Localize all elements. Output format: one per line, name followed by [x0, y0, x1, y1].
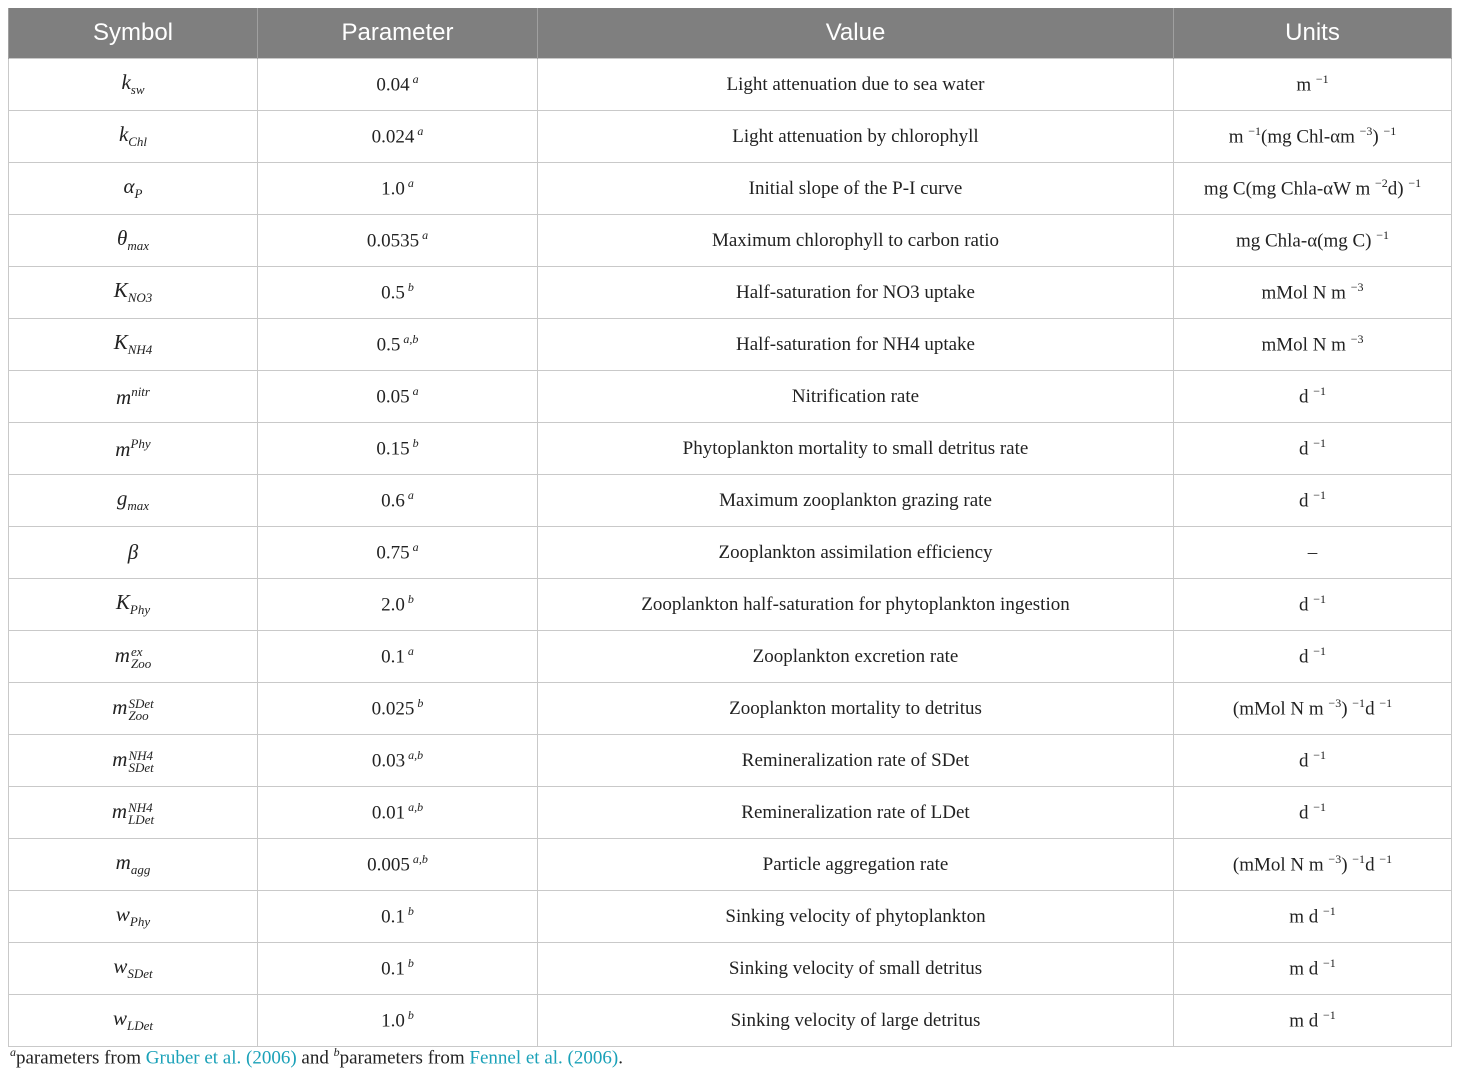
table-row — [9, 423, 1452, 475]
table-row — [9, 839, 1452, 891]
parameter-cell: 0.025 $^b$ — [258, 683, 538, 735]
units-cell: m d $^{-1}$ — [1174, 943, 1452, 995]
units-cell: d $^{-1}$ — [1174, 371, 1452, 423]
symbol-cell: m NH4 LDet — [9, 787, 258, 839]
description-cell: Zooplankton assimilation efficiency — [538, 527, 1174, 579]
symbol-cell: $K_{NO3}$ — [9, 267, 258, 319]
table-row — [9, 475, 1452, 527]
header-parameter: Parameter — [258, 8, 538, 59]
description-cell: Sinking velocity of phytoplankton — [538, 891, 1174, 943]
symbol-cell: $w_{LDet}$ — [9, 995, 258, 1047]
table-row — [9, 163, 1452, 215]
units-cell: d $^{-1}$ — [1174, 423, 1452, 475]
reference-link-fennel[interactable]: Fennel et al. (2006) — [469, 1047, 619, 1069]
parameter-cell: 0.03 $^{a,b}$ — [258, 735, 538, 787]
symbol-cell: m SDet Zoo — [9, 683, 258, 735]
parameter-cell: 0.04 $^a$ — [258, 59, 538, 111]
symbol-cell: $g_{max}$ — [9, 475, 258, 527]
description-cell: Zooplankton half-saturation for phytoplankton ingestion — [538, 579, 1174, 631]
description-cell: Sinking velocity of large detritus — [538, 995, 1174, 1047]
parameter-cell: 0.005 $^{a,b}$ — [258, 839, 538, 891]
symbol-cell: $k_{sw}$ — [9, 59, 258, 111]
description-cell: Light attenuation due to sea water — [538, 59, 1174, 111]
symbol-cell: $w_{Phy}$ — [9, 891, 258, 943]
parameter-cell: 0.01 $^{a,b}$ — [258, 787, 538, 839]
units-cell: mg Chla-α(mg C) $^{-1}$ — [1174, 215, 1452, 267]
footnote-connector: and — [296, 1047, 334, 1069]
parameter-cell: 0.0535 $^a$ — [258, 215, 538, 267]
symbol-cell: $k_{Chl}$ — [9, 111, 258, 163]
header-symbol: Symbol — [9, 8, 258, 59]
header-units: Units — [1174, 8, 1452, 59]
symbol-cell: $m^{nitr}$ — [9, 371, 258, 423]
description-cell: Initial slope of the P-I curve — [538, 163, 1174, 215]
table-row — [9, 579, 1452, 631]
symbol-cell: $w_{SDet}$ — [9, 943, 258, 995]
footnote-text-b: parameters from — [339, 1047, 470, 1069]
symbol-cell: m NH4 SDet — [9, 735, 258, 787]
header-value: Value — [538, 8, 1174, 59]
units-cell: mMol N m $^{-3}$ — [1174, 267, 1452, 319]
parameter-table — [8, 8, 1452, 1047]
symbol-cell: β — [9, 527, 258, 579]
description-cell: Zooplankton excretion rate — [538, 631, 1174, 683]
units-cell: d $^{-1}$ — [1174, 475, 1452, 527]
units-cell: m $^{-1}$(mg Chl-αm $^{-3}$) $^{-1}$ — [1174, 111, 1452, 163]
parameter-cell: 0.5 $^b$ — [258, 267, 538, 319]
units-cell: m $^{-1}$ — [1174, 59, 1452, 111]
table-row — [9, 111, 1452, 163]
description-cell: Phytoplankton mortality to small detritus rate — [538, 423, 1174, 475]
footnote-end: . — [618, 1047, 623, 1069]
description-cell: Nitrification rate — [538, 371, 1174, 423]
table-row — [9, 319, 1452, 371]
footnote-mark-a: a — [10, 1045, 16, 1059]
units-cell: (mMol N m $^{-3}$) $^{-1}$d $^{-1}$ — [1174, 683, 1452, 735]
parameter-cell: 0.024 $^a$ — [258, 111, 538, 163]
description-cell: Zooplankton mortality to detritus — [538, 683, 1174, 735]
description-cell: Half-saturation for NO3 uptake — [538, 267, 1174, 319]
table-row — [9, 943, 1452, 995]
parameter-cell: 2.0 $^b$ — [258, 579, 538, 631]
parameter-cell: 0.05 $^a$ — [258, 371, 538, 423]
footnote-mark-b: b — [333, 1045, 340, 1059]
symbol-cell: $K_{Phy}$ — [9, 579, 258, 631]
table-row — [9, 267, 1452, 319]
table-row — [9, 215, 1452, 267]
table-row — [9, 371, 1452, 423]
parameter-cell: 0.75 $^a$ — [258, 527, 538, 579]
symbol-cell: $m_{agg}$ — [9, 839, 258, 891]
units-cell: d $^{-1}$ — [1174, 787, 1452, 839]
units-cell: d $^{-1}$ — [1174, 631, 1452, 683]
table-row — [9, 995, 1452, 1047]
header-row — [9, 8, 1452, 59]
units-cell: (mMol N m $^{-3}$) $^{-1}$d $^{-1}$ — [1174, 839, 1452, 891]
table-row — [9, 683, 1452, 735]
symbol-cell: m ex Zoo — [9, 631, 258, 683]
symbol-cell: $\theta_{max}$ — [9, 215, 258, 267]
parameter-cell: 1.0 $^b$ — [258, 995, 538, 1047]
description-cell: Maximum chlorophyll to carbon ratio — [538, 215, 1174, 267]
units-cell: m d $^{-1}$ — [1174, 891, 1452, 943]
table-row — [9, 735, 1452, 787]
parameter-table-container — [8, 8, 1451, 1047]
symbol-cell: $K_{NH4}$ — [9, 319, 258, 371]
table-footnote — [10, 1045, 623, 1069]
description-cell: Light attenuation by chlorophyll — [538, 111, 1174, 163]
units-cell: m d $^{-1}$ — [1174, 995, 1452, 1047]
symbol-cell: $m^{Phy}$ — [9, 423, 258, 475]
table-row — [9, 787, 1452, 839]
description-cell: Remineralization rate of LDet — [538, 787, 1174, 839]
units-cell: mg C(mg Chla-αW m $^{-2}$d) $^{-1}$ — [1174, 163, 1452, 215]
table-row — [9, 891, 1452, 943]
table-row — [9, 59, 1452, 111]
symbol-cell: $\alpha_P$ — [9, 163, 258, 215]
parameter-cell: 0.1 $^b$ — [258, 891, 538, 943]
description-cell: Sinking velocity of small detritus — [538, 943, 1174, 995]
parameter-cell: 0.1 $^b$ — [258, 943, 538, 995]
footnote-text-a: parameters from — [16, 1047, 146, 1069]
description-cell: Particle aggregation rate — [538, 839, 1174, 891]
parameter-cell: 0.1 $^a$ — [258, 631, 538, 683]
description-cell: Half-saturation for NH4 uptake — [538, 319, 1174, 371]
units-cell: – — [1174, 527, 1452, 579]
description-cell: Maximum zooplankton grazing rate — [538, 475, 1174, 527]
table-row — [9, 527, 1452, 579]
parameter-cell: 0.5 $^{a,b}$ — [258, 319, 538, 371]
parameter-cell: 0.15 $^b$ — [258, 423, 538, 475]
reference-link-gruber[interactable]: Gruber et al. (2006) — [145, 1047, 297, 1069]
table-row — [9, 631, 1452, 683]
units-cell: d $^{-1}$ — [1174, 579, 1452, 631]
parameter-cell: 0.6 $^a$ — [258, 475, 538, 527]
description-cell: Remineralization rate of SDet — [538, 735, 1174, 787]
parameter-cell: 1.0 $^a$ — [258, 163, 538, 215]
units-cell: d $^{-1}$ — [1174, 735, 1452, 787]
units-cell: mMol N m $^{-3}$ — [1174, 319, 1452, 371]
